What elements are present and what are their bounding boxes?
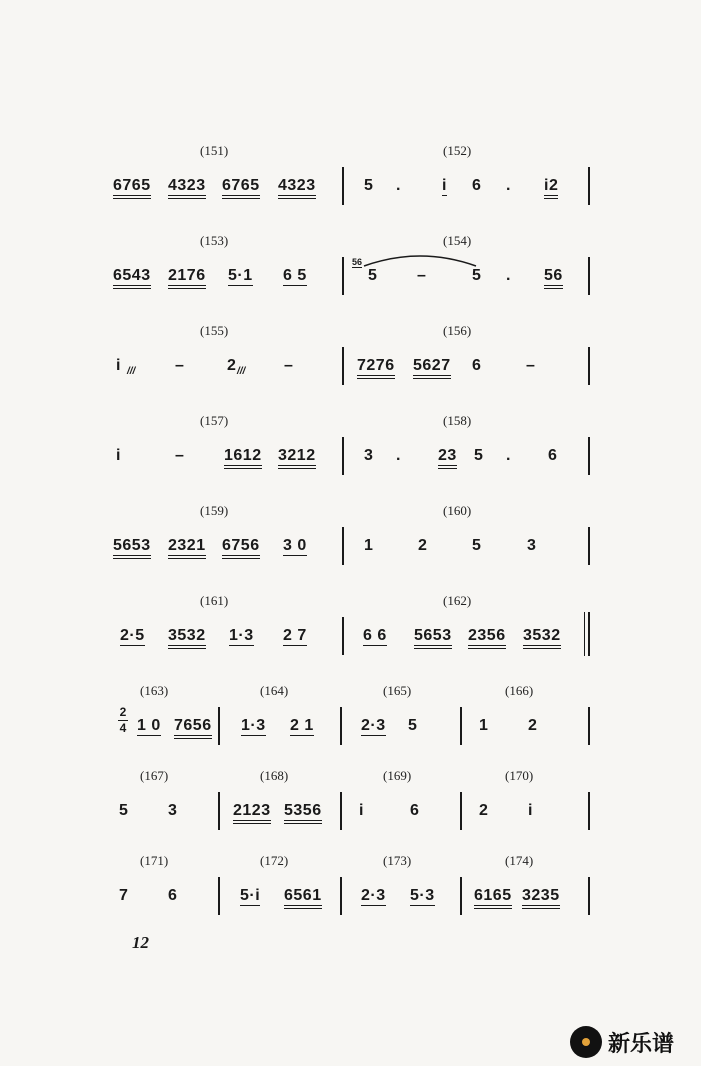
barline (460, 707, 462, 745)
note-group: 2 (227, 357, 237, 374)
note-group: 6 5 (283, 267, 307, 284)
barline (460, 877, 462, 915)
watermark-logo (570, 1026, 674, 1058)
note-group: 1612 (224, 448, 262, 469)
barline (342, 617, 344, 655)
note-group: 6765 (222, 178, 260, 199)
barline (588, 167, 590, 205)
barline (340, 877, 342, 915)
note-group: 1 (479, 717, 489, 734)
note-group: i (442, 177, 447, 194)
note-group: 1 0 (137, 717, 161, 734)
note-group: 5627 (413, 358, 451, 379)
note-group: 1·3 (229, 627, 254, 644)
note-group: 6 (548, 447, 558, 464)
barline (340, 707, 342, 745)
measure-number: (158) (443, 413, 472, 428)
note-group: 3 (527, 537, 537, 554)
barline (342, 527, 344, 565)
note-group: 6165 (474, 888, 512, 909)
measure-number: (164) (260, 683, 289, 698)
note-group: 5 (364, 177, 374, 194)
barline (588, 877, 590, 915)
note-group: 5653 (414, 628, 452, 649)
note-group: 2 (418, 537, 428, 554)
note-group: – (526, 357, 536, 374)
time-signature (116, 706, 130, 735)
note-group: i (359, 802, 364, 819)
note-group: 3 0 (283, 537, 307, 554)
note-group: 2176 (168, 268, 206, 289)
note-group: 4323 (278, 178, 316, 199)
note-group: 1·3 (241, 717, 266, 734)
note-group: 6 (472, 357, 482, 374)
note-group: 6765 (113, 178, 151, 199)
note-group: 3532 (168, 628, 206, 649)
note-group: 5 (472, 537, 482, 554)
note-group: 6543 (113, 268, 151, 289)
note-group: . (396, 447, 401, 464)
barline (588, 347, 590, 385)
note-group: 2 7 (283, 627, 307, 644)
measure-number: (170) (505, 768, 534, 783)
measure-number: (171) (140, 853, 169, 868)
note-group: 4323 (168, 178, 206, 199)
note-group: i (528, 802, 533, 819)
barline (218, 792, 220, 830)
measure-number: (162) (443, 593, 472, 608)
note-group: 3 (364, 447, 374, 464)
note-group: 5 (119, 802, 129, 819)
measure-number: (153) (200, 233, 229, 248)
note-group: 7276 (357, 358, 395, 379)
time-signature-top: 2 (119, 705, 127, 719)
barline (588, 612, 590, 656)
note-group: 5356 (284, 803, 322, 824)
measure-number: (165) (383, 683, 412, 698)
barline (588, 257, 590, 295)
vinyl-disc-icon (570, 1026, 602, 1058)
note-group: 2123 (233, 803, 271, 824)
measure-number: (173) (383, 853, 412, 868)
tremolo-mark: /// (237, 366, 246, 377)
note-group: 2·3 (361, 887, 386, 904)
note-group: 5·3 (410, 887, 435, 904)
barline (588, 707, 590, 745)
measure-number: (163) (140, 683, 169, 698)
barline-double (584, 612, 585, 656)
note-group: 1 (364, 537, 374, 554)
note-group: . (506, 177, 511, 194)
note-group: i (116, 447, 121, 464)
note-group: 2·5 (120, 627, 145, 644)
barline (340, 792, 342, 830)
barline (218, 877, 220, 915)
note-group: 5·1 (228, 267, 253, 284)
note-group: . (396, 177, 401, 194)
barline (460, 792, 462, 830)
note-group: 5653 (113, 538, 151, 559)
measure-number: (157) (200, 413, 229, 428)
note-group: . (506, 447, 511, 464)
note-group: 6756 (222, 538, 260, 559)
barline (218, 707, 220, 745)
note-group: 23 (438, 448, 457, 469)
note-group: 5·i (240, 887, 261, 904)
barline (588, 527, 590, 565)
note-group: – (284, 357, 294, 374)
measure-number: (151) (200, 143, 229, 158)
grace-note: 56 (352, 257, 363, 267)
measure-number: (160) (443, 503, 472, 518)
note-group: 6 (410, 802, 420, 819)
measure-number: (156) (443, 323, 472, 338)
watermark-text: 新乐谱 (608, 1031, 675, 1057)
time-signature-bottom: 4 (119, 721, 127, 735)
note-group: . (506, 267, 511, 284)
measure-number: (169) (383, 768, 412, 783)
note-group: 2321 (168, 538, 206, 559)
measure-number: (161) (200, 593, 229, 608)
measure-number: (174) (505, 853, 534, 868)
note-group: 3 (168, 802, 178, 819)
measure-number: (167) (140, 768, 169, 783)
note-group: i (116, 357, 121, 374)
note-group: 2 (528, 717, 538, 734)
note-group: 7 (119, 887, 129, 904)
note-group: 5 (472, 267, 482, 284)
note-group: 56 (544, 268, 563, 289)
tie-arc (360, 250, 480, 270)
note-group: 2 (479, 802, 489, 819)
page-number: 12 (132, 933, 149, 952)
note-group: – (175, 357, 185, 374)
note-group: 5 (474, 447, 484, 464)
barline (342, 347, 344, 385)
barline (342, 437, 344, 475)
measure-number: (159) (200, 503, 229, 518)
measure-number: (155) (200, 323, 229, 338)
measure-number: (168) (260, 768, 289, 783)
note-group: 3532 (523, 628, 561, 649)
note-group: 6 (472, 177, 482, 194)
note-group: 7656 (174, 718, 212, 739)
measure-number: (172) (260, 853, 289, 868)
note-group: 6 (168, 887, 178, 904)
note-group: 3212 (278, 448, 316, 469)
measure-number: (152) (443, 143, 472, 158)
note-group: – (417, 267, 427, 284)
note-group: – (175, 447, 185, 464)
tremolo-mark: /// (127, 366, 136, 377)
note-group: 6 6 (363, 627, 387, 644)
note-group: 5 (408, 717, 418, 734)
note-group: 2356 (468, 628, 506, 649)
barline (342, 167, 344, 205)
measure-number: (154) (443, 233, 472, 248)
barline (342, 257, 344, 295)
note-group: i2 (544, 178, 558, 199)
barline (588, 437, 590, 475)
note-group: 6561 (284, 888, 322, 909)
note-group: 5 (368, 267, 378, 284)
barline (588, 792, 590, 830)
note-group: 2·3 (361, 717, 386, 734)
note-group: 2 1 (290, 717, 314, 734)
measure-number: (166) (505, 683, 534, 698)
note-group: 3235 (522, 888, 560, 909)
